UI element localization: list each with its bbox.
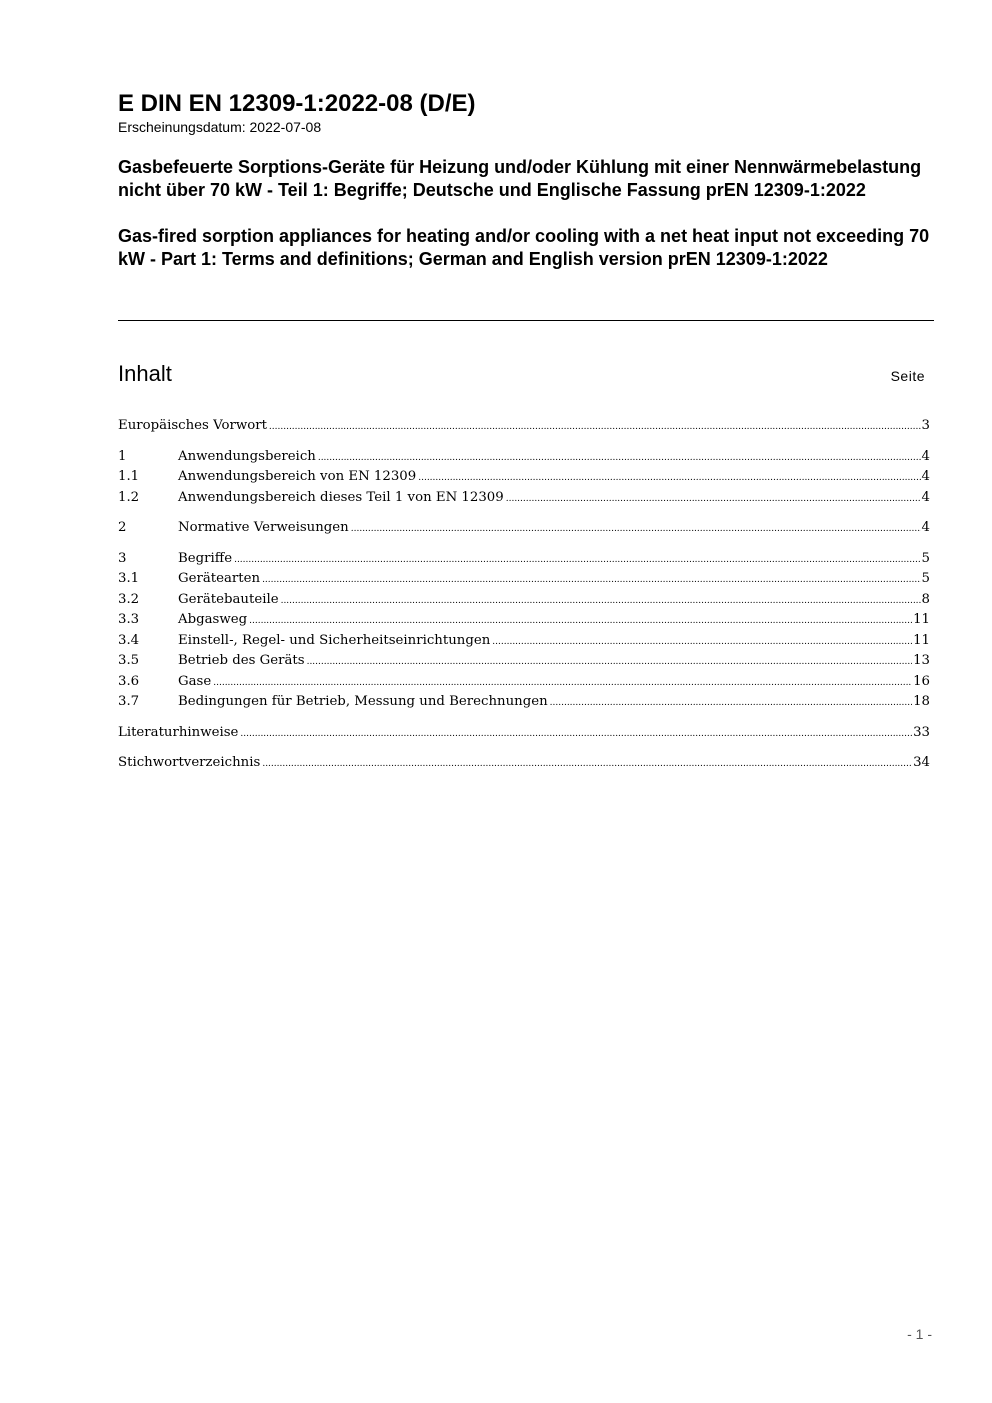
toc-entry-number: 1.2 <box>118 489 140 505</box>
toc-entry-3-7[interactable] <box>118 692 930 713</box>
toc-leader-dots <box>506 488 921 509</box>
page-number: - 1 - <box>907 1326 932 1342</box>
toc-entry-1-1[interactable] <box>118 467 930 488</box>
toc-entry-number: 3.6 <box>118 673 140 689</box>
toc-entry-title: Gerätearten <box>178 571 261 586</box>
toc-entry-page: 4 <box>921 469 930 484</box>
toc-entry-page: 5 <box>921 550 930 566</box>
toc-entry-number: 2 <box>118 520 127 535</box>
document-title-german: Gasbefeuerte Sorptions-Geräte für Heizung und/oder Kühlung mit einer Nennwärmebelastung nicht über 70 kW - Teil 1: Begriffe; Deutsche und Englische Fassung prEN 12309-1:2022 <box>118 157 922 200</box>
toc-entry-1-2[interactable] <box>118 488 930 509</box>
toc-entry-title: Begriffe <box>178 550 233 566</box>
toc-entry-number: 3.7 <box>118 694 140 709</box>
toc-entry-title: Betrieb des Geräts <box>178 653 305 668</box>
toc-entry-3-1[interactable] <box>118 569 930 590</box>
toc-leader-dots <box>418 467 920 488</box>
toc-entry-number: 3.2 <box>118 591 140 607</box>
toc-entry-page: 18 <box>913 694 930 709</box>
toc-entry-page: 8 <box>921 591 930 607</box>
toc-page-column-label: Seite <box>890 368 925 384</box>
toc-entry-3-6[interactable] <box>118 672 930 693</box>
toc-leader-dots <box>307 651 913 672</box>
toc-entry-title: Abgasweg <box>178 612 248 627</box>
toc-leader-dots <box>351 518 921 539</box>
toc-entry-title: Europäisches Vorwort <box>118 418 267 433</box>
toc-entry-title: Normative Verweisungen <box>178 520 349 535</box>
toc-entry-title: Gase <box>178 673 212 689</box>
toc-leader-dots <box>492 631 912 652</box>
toc-entry-title: Einstell-, Regel- und Sicherheitseinrichtungen <box>178 632 491 648</box>
toc-entry-title: Gerätebauteile <box>178 591 279 607</box>
header-divider <box>118 320 934 321</box>
toc-entry-title: Literaturhinweise <box>118 724 239 740</box>
toc-leader-dots <box>240 723 912 744</box>
toc-entry-number: 3.4 <box>118 632 140 648</box>
document-number: E DIN EN 12309-1:2022-08 (D/E) <box>118 90 476 117</box>
toc-entry-title: Anwendungsbereich <box>178 448 316 464</box>
toc-entry-page: 11 <box>913 632 930 648</box>
toc-leader-dots <box>262 569 920 590</box>
toc-entry-1[interactable] <box>118 447 930 468</box>
document-title-english: Gas-fired sorption appliances for heating and/or cooling with a net heat input not exceeding 70 kW - Part 1: Terms and definitions; German and English version prEN 12309-1:2022 <box>118 226 930 269</box>
toc-leader-dots <box>269 416 921 437</box>
publication-date: Erscheinungsdatum: 2022-07-08 <box>118 119 322 135</box>
toc-leader-dots <box>281 590 921 611</box>
toc-entry-page: 34 <box>913 755 930 770</box>
toc-entry-page: 11 <box>913 612 930 627</box>
toc-entry-2[interactable] <box>118 518 930 539</box>
toc-entry-3-4[interactable] <box>118 631 930 652</box>
toc-entry-page: 5 <box>921 571 930 586</box>
toc-leader-dots <box>234 549 920 570</box>
toc-entry-page: 4 <box>921 448 930 464</box>
toc-entry-page: 4 <box>921 520 930 535</box>
toc-entry-number: 3.1 <box>118 571 140 586</box>
document-header <box>118 89 934 271</box>
toc-entry-3[interactable] <box>118 549 930 570</box>
toc-leader-dots <box>213 672 912 693</box>
toc-entry-bibliography[interactable] <box>118 723 930 744</box>
toc-entry-page: 4 <box>921 489 930 505</box>
toc-leader-dots <box>249 610 912 631</box>
toc-entry-number: 3.3 <box>118 612 140 627</box>
toc-entry-number: 3 <box>118 550 127 566</box>
toc-entry-number: 1.1 <box>118 469 140 484</box>
toc-leader-dots <box>318 447 921 468</box>
toc-entry-number: 3.5 <box>118 653 140 668</box>
toc-entry-european-foreword[interactable] <box>118 416 930 437</box>
toc-entry-index[interactable] <box>118 753 930 774</box>
toc-entry-page: 33 <box>913 724 930 740</box>
toc-leader-dots <box>550 692 912 713</box>
toc-entry-3-3[interactable] <box>118 610 930 631</box>
toc-entry-title: Stichwortverzeichnis <box>118 755 261 770</box>
toc-leader-dots <box>262 753 912 774</box>
toc-entry-title: Bedingungen für Betrieb, Messung und Berechnungen <box>178 694 548 709</box>
toc-entry-page: 3 <box>921 418 930 433</box>
toc-heading: Inhalt <box>118 361 172 386</box>
toc-entry-title: Anwendungsbereich dieses Teil 1 von EN 12309 <box>178 489 504 505</box>
toc-entry-number: 1 <box>118 448 127 464</box>
toc-entry-title: Anwendungsbereich von EN 12309 <box>178 469 417 484</box>
toc-entry-3-5[interactable] <box>118 651 930 672</box>
table-of-contents <box>118 416 930 774</box>
toc-entry-3-2[interactable] <box>118 590 930 611</box>
toc-entry-page: 16 <box>913 673 930 689</box>
toc-entry-page: 13 <box>913 653 930 668</box>
